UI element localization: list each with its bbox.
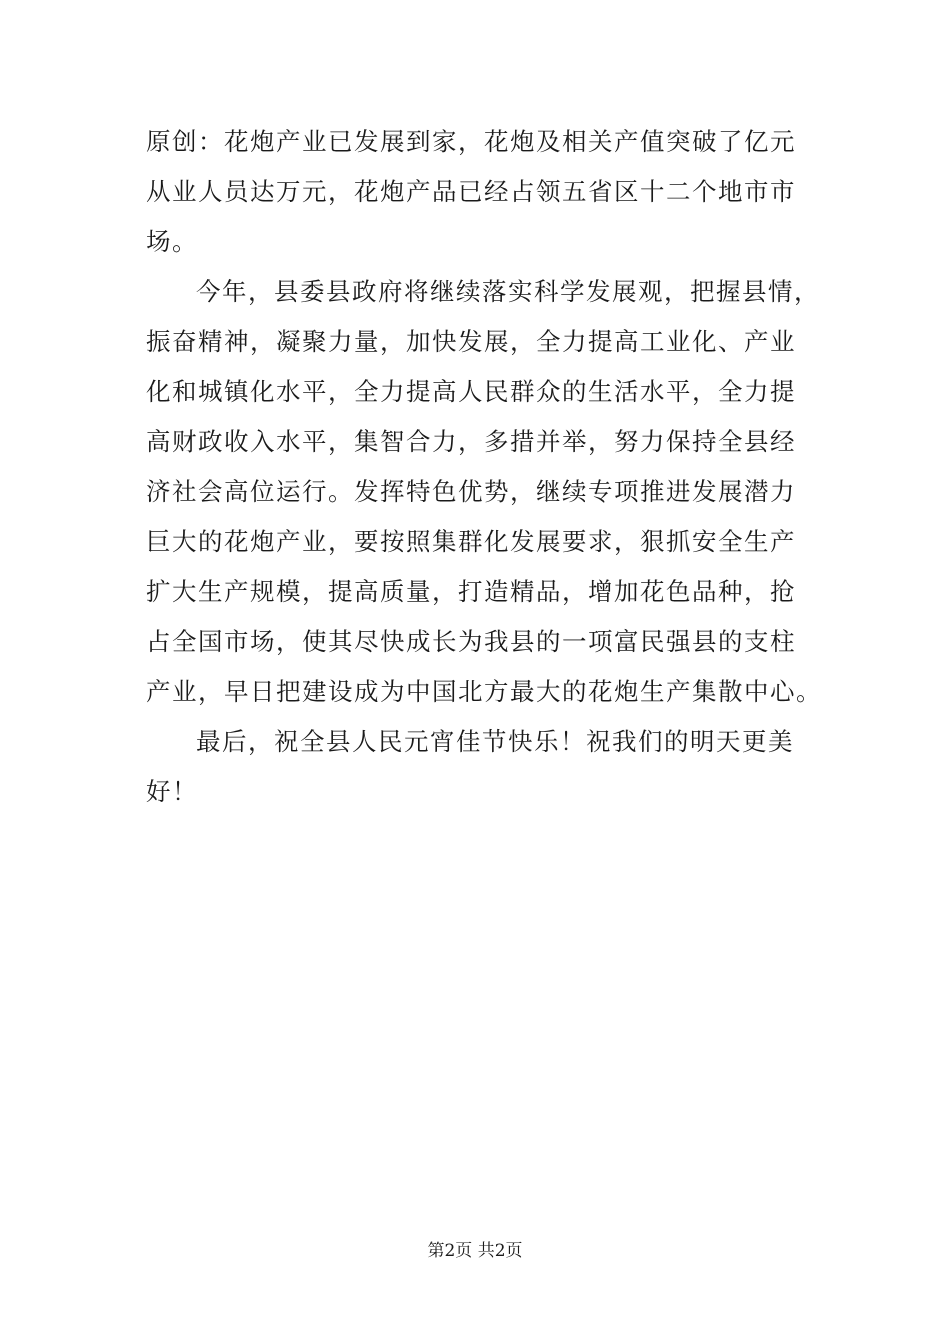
- paragraph-1-line-3: 场。: [146, 227, 198, 256]
- paragraph-2-line-9: 产业，早日把建设成为中国北方最大的花炮生产集散中心。: [146, 677, 822, 706]
- page-footer: 第2页 共2页: [427, 1241, 523, 1261]
- paragraph-2-line-8: 占全国市场，使其尽快成长为我县的一项富民强县的支柱: [146, 627, 796, 656]
- paragraph-2-line-1: 今年，县委县政府将继续落实科学发展观，把握县情，: [196, 277, 820, 306]
- paragraph-2-line-4: 高财政收入水平，集智合力，多措并举，努力保持全县经: [146, 427, 796, 456]
- paragraph-2-line-3: 化和城镇化水平，全力提高人民群众的生活水平，全力提: [146, 377, 796, 406]
- paragraph-2-line-2: 振奋精神，凝聚力量，加快发展，全力提高工业化、产业: [146, 327, 796, 356]
- paragraph-1-line-1: 原创：花炮产业已发展到家，花炮及相关产值突破了亿元: [146, 127, 796, 156]
- paragraph-3-line-2: 好！: [146, 777, 198, 806]
- paragraph-2-line-7: 扩大生产规模，提高质量，打造精品，增加花色品种，抢: [146, 577, 796, 606]
- paragraph-3-line-1: 最后，祝全县人民元宵佳节快乐！祝我们的明天更美: [196, 727, 794, 756]
- paragraph-1-line-2: 从业人员达万元，花炮产品已经占领五省区十二个地市市: [146, 177, 796, 206]
- paragraph-2-line-6: 巨大的花炮产业，要按照集群化发展要求，狠抓安全生产: [146, 527, 796, 556]
- paragraph-2-line-5: 济社会高位运行。发挥特色优势，继续专项推进发展潜力: [146, 477, 796, 506]
